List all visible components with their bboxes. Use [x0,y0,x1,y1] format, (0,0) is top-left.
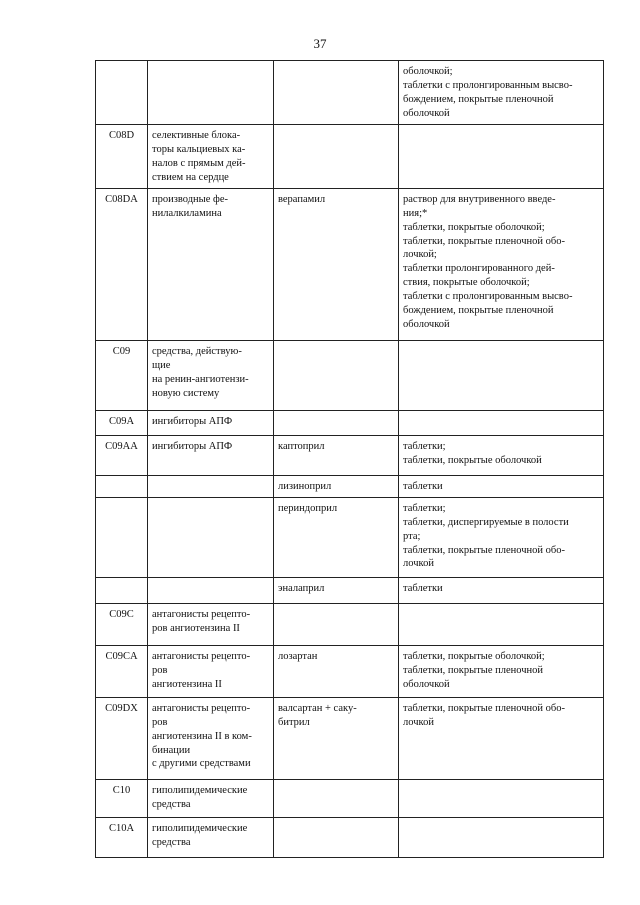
form-text-line: оболочкой; [403,66,453,77]
group-text-line: ангиотензина II в ком- [152,730,252,742]
anatomic-group-cell [148,780,274,818]
form-text-line: таблетки, покрытые оболочкой; [403,651,545,662]
drug-name-cell [274,498,399,578]
form-text-line: бождением, покрытые пленочной [403,93,554,105]
drug-name-cell [274,780,399,818]
anatomic-group-cell [148,818,274,858]
anatomic-group-cell [148,646,274,698]
form-text-line: таблетки, покрытые оболочкой [403,454,542,466]
drug-name-cell [274,411,399,436]
atc-code-cell [96,341,148,411]
form-text-line: бождением, покрытые пленочной [403,304,554,316]
group-text-line: нилалкиламина [152,207,222,219]
atc-code: C10 [112,785,131,796]
table-row [96,604,604,646]
table-row [96,125,604,189]
inn-text-line: лизиноприл [278,481,332,492]
drug-name-cell [274,578,399,604]
table-row [96,646,604,698]
form-text-line: ния;* [403,207,428,219]
atc-code-cell [96,189,148,341]
group-text-line: селективные блока- [152,130,241,141]
table-row [96,411,604,436]
anatomic-group-cell [148,61,274,125]
inn-text-line: эналаприл [278,583,325,594]
table-row [96,189,604,341]
form-text-line: таблетки, покрытые пленочной обо- [403,235,565,247]
drug-name-cell [274,61,399,125]
anatomic-group-cell [148,125,274,189]
atc-code-cell [96,578,148,604]
anatomic-group-cell [148,476,274,498]
group-text-line: ров [152,664,168,676]
form-text-line: таблетки [403,583,443,594]
form-text-line: рта; [403,530,421,542]
group-text-line: на ренин-ангиотензи- [152,373,249,385]
form-text-line: лочкой; [403,249,437,261]
atc-code-cell [96,646,148,698]
drug-name-cell [274,341,399,411]
dosage-form-cell [399,189,604,341]
dosage-form-cell [399,61,604,125]
atc-code-cell [96,498,148,578]
form-text-line: оболочкой [403,678,450,690]
atc-code: C10A [108,823,135,834]
anatomic-group-cell [148,578,274,604]
form-text-line: таблетки, покрытые пленочной обо- [403,544,565,556]
group-text-line: ров ангиотензина II [152,622,240,634]
drug-table [95,60,604,858]
table-row [96,578,604,604]
inn-text-line: валсартан + саку- [278,703,357,714]
table-row [96,698,604,780]
group-text-line: бинации [152,744,191,756]
drug-name-cell [274,436,399,476]
anatomic-group-cell [148,189,274,341]
anatomic-group-cell [148,436,274,476]
anatomic-group-cell [148,411,274,436]
form-text-line: таблетки; [403,441,446,452]
form-text-line: раствор для внутривенного введе- [403,194,556,205]
dosage-form-cell [399,818,604,858]
form-text-line: лочкой [403,558,434,570]
form-text-line: таблетки, диспергируемые в полости [403,516,569,528]
form-text-line: таблетки с пролонгированным высво- [403,79,573,91]
form-text-line: ствия, покрытые оболочкой; [403,277,530,289]
group-text-line: новую систему [152,387,220,399]
atc-code-cell [96,818,148,858]
dosage-form-cell [399,436,604,476]
anatomic-group-cell [148,698,274,780]
atc-code-cell [96,476,148,498]
inn-text-line: лозартан [278,651,318,662]
group-text-line: антагонисты рецепто- [152,651,251,662]
table-row [96,341,604,411]
table-row [96,498,604,578]
group-text-line: налов с прямым дей- [152,157,246,169]
atc-code: C09AA [105,441,138,452]
inn-text-line: периндоприл [278,503,338,514]
anatomic-group-cell [148,604,274,646]
group-text-line: средства [152,798,191,810]
atc-code: C09 [112,346,131,357]
group-text-line: ингибиторы АПФ [152,416,233,427]
drug-name-cell [274,698,399,780]
group-text-line: ствием на сердце [152,171,229,183]
table-row [96,818,604,858]
atc-code: C09C [109,609,134,620]
anatomic-group-cell [148,341,274,411]
table-row [96,476,604,498]
atc-code-cell [96,411,148,436]
atc-code-cell [96,698,148,780]
form-text-line: таблетки с пролонгированным высво- [403,291,573,303]
form-text-line: таблетки, покрытые оболочкой; [403,221,545,233]
group-text-line: средства [152,836,191,848]
inn-text-line: битрил [278,716,310,728]
group-text-line: ангиотензина II [152,678,222,690]
dosage-form-cell [399,604,604,646]
form-text-line: таблетки, покрытые пленочной [403,664,544,676]
inn-text-line: каптоприл [278,441,325,452]
atc-code-cell [96,604,148,646]
dosage-form-cell [399,646,604,698]
dosage-form-cell [399,578,604,604]
group-text-line: антагонисты рецепто- [152,609,251,620]
form-text-line: таблетки пролонгированного дей- [403,263,555,275]
drug-name-cell [274,189,399,341]
form-text-line: таблетки [403,481,443,492]
form-text-line: лочкой [403,716,434,728]
group-text-line: торы кальциевых ка- [152,143,246,155]
dosage-form-cell [399,780,604,818]
drug-name-cell [274,476,399,498]
drug-name-cell [274,125,399,189]
atc-code: C08D [108,130,135,141]
group-text-line: гиполипидемические [152,785,248,796]
group-text-line: с другими средствами [152,758,251,770]
atc-code-cell [96,780,148,818]
dosage-form-cell [399,698,604,780]
atc-code-cell [96,436,148,476]
dosage-form-cell [399,498,604,578]
dosage-form-cell [399,411,604,436]
atc-code: C09CA [105,651,138,662]
table-row [96,780,604,818]
table-row [96,61,604,125]
group-text-line: производные фе- [152,194,228,205]
group-text-line: щие [152,359,171,371]
atc-code: C09A [108,416,135,427]
dosage-form-cell [399,341,604,411]
group-text-line: ров [152,716,168,728]
group-text-line: гиполипидемические [152,823,248,834]
table-row [96,436,604,476]
anatomic-group-cell [148,498,274,578]
form-text-line: оболочкой [403,318,450,330]
atc-code-cell [96,125,148,189]
group-text-line: ингибиторы АПФ [152,441,233,452]
drug-name-cell [274,646,399,698]
form-text-line: таблетки, покрытые пленочной обо- [403,703,565,714]
atc-code-cell [96,61,148,125]
dosage-form-cell [399,125,604,189]
form-text-line: оболочкой [403,107,450,119]
drug-name-cell [274,604,399,646]
dosage-form-cell [399,476,604,498]
page-number: 37 [313,36,327,51]
form-text-line: таблетки; [403,503,446,514]
drug-name-cell [274,818,399,858]
atc-code: C08DA [105,194,138,205]
group-text-line: антагонисты рецепто- [152,703,251,714]
group-text-line: средства, действую- [152,346,242,357]
atc-code: C09DX [105,703,138,714]
inn-text-line: верапамил [278,194,326,205]
